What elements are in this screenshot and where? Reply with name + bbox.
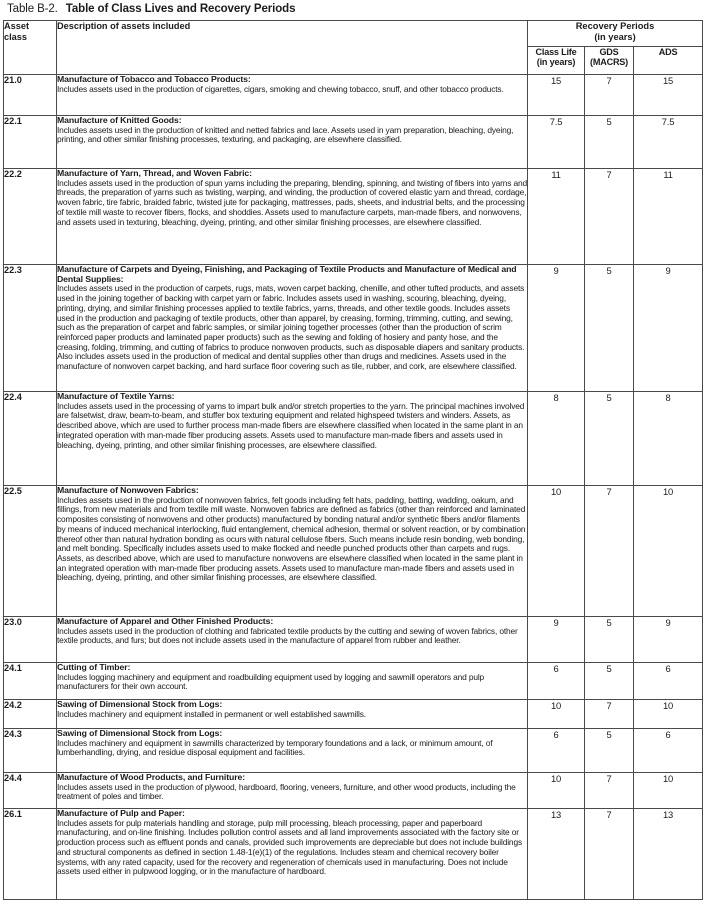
gds-value: 5 — [585, 663, 634, 700]
asset-group-title: Cutting of Timber: — [57, 662, 131, 672]
gds-value: 5 — [585, 392, 634, 486]
asset-group-description: Includes assets used in the processing of yarns to impart bulk and/or stretch properties to the yarn. The principal machines involved are falsetwist, draw, beam-to-beam, and stuffer box texturing equipment and related highspeed twisters and winders. Assets, as described above, which are used to further process man-made fibers are elsewhere classified when located in the same plant in an integrated operation with man-made fiber producing assets. Assets used to manufacture man-made fibers and assets used in bleaching, dyeing, printing, and other similar finishing processes, are elsewhere classified. — [57, 400, 525, 450]
gds-value: 7 — [585, 700, 634, 729]
asset-group-description: Includes assets for pulp materials handling and storage, pulp mill processing, bleach processing, paper and paperboard manufacturing, and on-line finishing. Includes pollution control assets and all land improvements associated with the factory site or production process such as effluent ponds and canals, provided such improvements are depreciable but does not include buildings and structural components as defined in section 1.48-1(e)(1) of the regulations. Includes steam and chemical recovery boiler systems, with any rated capacity, used for the recovery and regeneration of chemicals used in manufacturing. Does not include assets used either in pulpwood logging, or in the manufacture of hardboard. — [57, 817, 522, 877]
asset-group-description: Includes logging machinery and equipment and roadbuilding equipment used by logging and sawmill operators and pulp manufacturers for their own account. — [57, 671, 485, 692]
table-row — [4, 169, 703, 265]
ads-value: 9 — [634, 617, 703, 663]
asset-group-title: Manufacture of Apparel and Other Finished Products: — [57, 616, 274, 626]
ads-value: 15 — [634, 75, 703, 116]
ads-value: 10 — [634, 486, 703, 617]
header-asset-class: Asset class — [4, 21, 57, 75]
asset-group-description: Includes assets used in the production of carpets, rugs, mats, woven carpet backing, chenille, and other tufted products, and assets used in the joining together of backing with carpet yarn or fabric. Includes assets used in washing, scouring, bleaching, dyeing, printing, drying, and similar finishing processes applied to textile fabrics, yarns, threads, and other textile goods. Includes assets used in the production and packaging of textile products, other than apparel, by creasing, forming, trimming, cutting, and sewing, such as the preparation of carpet and fabric samples, or similar joining together processes (other than the production of scrim reinforced paper products and laminated paper products) such as the sewing and folding of hosiery and panty hose, and the creasing, folding, trimming, and cutting of fabrics to produce nonwoven products, such as disposable diapers and sanitary products. Also includes assets used in the production of medical and dental supplies other than drugs and medicines. Assets used in the manufacture of nonwoven carpet backing, and hard surface floor covering such as tile, rubber, and cork, are elsewhere classified. — [57, 283, 525, 372]
asset-class-cell: 23.0 — [4, 617, 57, 663]
class-life-value: 10 — [528, 486, 585, 617]
ads-value: 13 — [634, 809, 703, 900]
asset-class-cell: 22.4 — [4, 392, 57, 486]
table-row — [4, 486, 703, 617]
ads-value: 9 — [634, 265, 703, 392]
asset-group-description: Includes assets used in the production of nonwoven fabrics, felt goods including felt hats, padding, batting, wadding, oakum, and fillings, from new materials and from textile mill waste. Nonwoven fabrics are defined as fabrics (other than reinforced and laminated composites consisting of nonwovens and other products) manufactured by bonding natural and/or synthetic fibers and/or filaments by means of induced mechanical interlocking, fluid entanglement, chemical adhesion, thermal or solvent reaction, or by combination thereof other than natural hydration bonding as ocurs with natural cellulose fibers. Such means include resin bonding, web bonding, and melt bonding. Specifically includes assets used to make flocked and needle punched products other than carpets and rugs. Assets, as described above, which are used to manufacture nonwovens are elsewhere classified when located in the same plant in an integrated operation with man-made fiber producing assets. Assets used to manufacture man-made fibers and assets used in bleaching, dyeing, printing, and other similar finishing processes, are elsewhere classified. — [57, 494, 526, 583]
class-life-value: 15 — [528, 75, 585, 116]
class-life-value: 6 — [528, 663, 585, 700]
asset-class-cell: 22.2 — [4, 169, 57, 265]
table-body — [4, 75, 703, 900]
ads-value: 8 — [634, 392, 703, 486]
class-life-value: 6 — [528, 729, 585, 773]
table-row — [4, 392, 703, 486]
table-row — [4, 116, 703, 169]
class-life-value: 10 — [528, 773, 585, 809]
header-gds-macrs: GDS (MACRS) — [585, 47, 634, 75]
description-cell — [57, 392, 528, 486]
table-row — [4, 617, 703, 663]
class-life-value: 11 — [528, 169, 585, 265]
asset-class-cell: 22.3 — [4, 265, 57, 392]
class-life-value: 7.5 — [528, 116, 585, 169]
asset-group-description: Includes assets used in the production of plywood, hardboard, flooring, veneers, furniture, and other wood products, including the treatment of poles and timber. — [57, 781, 516, 802]
ads-value: 10 — [634, 700, 703, 729]
header-recovery-periods: Recovery Periods (in years) — [528, 21, 703, 47]
description-cell — [57, 265, 528, 392]
asset-group-title: Manufacture of Carpets and Dyeing, Finishing, and Packaging of Textile Products and Manufacture of Medical and Dental Supplies: — [57, 264, 517, 284]
gds-value: 5 — [585, 617, 634, 663]
ads-value: 7.5 — [634, 116, 703, 169]
table-title-text: Table of Class Lives and Recovery Periods — [65, 3, 296, 15]
asset-class-cell: 22.5 — [4, 486, 57, 617]
header-class-life: Class Life (in years) — [528, 47, 585, 75]
gds-value: 5 — [585, 116, 634, 169]
asset-class-cell: 24.4 — [4, 773, 57, 809]
table-row — [4, 663, 703, 700]
gds-value: 5 — [585, 729, 634, 773]
description-cell — [57, 116, 528, 169]
page-title — [7, 3, 295, 15]
asset-group-description: Includes assets used in the production of clothing and fabricated textile products by the cutting and sewing of woven fabrics, other textile products, and furs; but does not include assets used in the manufacture of apparel from rubber and leather. — [57, 625, 518, 646]
ads-value: 6 — [634, 663, 703, 700]
asset-class-cell: 24.1 — [4, 663, 57, 700]
asset-class-cell: 24.3 — [4, 729, 57, 773]
description-cell — [57, 169, 528, 265]
asset-class-cell: 24.2 — [4, 700, 57, 729]
table-row — [4, 700, 703, 729]
asset-group-title: Manufacture of Pulp and Paper: — [57, 808, 185, 818]
header-description: Description of assets included — [57, 21, 528, 75]
table-row — [4, 729, 703, 773]
asset-group-description: Includes machinery and equipment in sawmills characterized by temporary foundations and a lack, or minimum amount, of lumberhandling, drying, and residue disposal equipment and facilities. — [57, 737, 493, 758]
description-cell — [57, 773, 528, 809]
asset-class-cell: 22.1 — [4, 116, 57, 169]
table-number-label: Table B-2. — [7, 3, 58, 15]
asset-group-title: Sawing of Dimensional Stock from Logs: — [57, 728, 223, 738]
gds-value: 7 — [585, 773, 634, 809]
description-cell — [57, 75, 528, 116]
description-cell — [57, 729, 528, 773]
table-header — [4, 21, 703, 75]
class-life-value: 8 — [528, 392, 585, 486]
description-cell — [57, 700, 528, 729]
asset-group-title: Manufacture of Nonwoven Fabrics: — [57, 485, 199, 495]
asset-group-description: Includes assets used in the production of knitted and netted fabrics and lace. Assets used in yarn preparation, bleaching, dyeing, printing, and other similar finishing processes, texturing, and packaging, are elsewhere classified. — [57, 124, 514, 145]
asset-group-title: Sawing of Dimensional Stock from Logs: — [57, 699, 223, 709]
asset-group-description: Includes assets used in the production of cigarettes, cigars, smoking and chewing tobacco, snuff, and other tobacco products. — [57, 83, 504, 94]
gds-value: 7 — [585, 486, 634, 617]
asset-group-title: Manufacture of Yarn, Thread, and Woven Fabric: — [57, 168, 252, 178]
gds-value: 7 — [585, 75, 634, 116]
asset-group-title: Manufacture of Wood Products, and Furniture: — [57, 772, 246, 782]
asset-group-description: Includes machinery and equipment installed in permanent or well established sawmills. — [57, 708, 366, 719]
asset-class-cell: 26.1 — [4, 809, 57, 900]
ads-value: 6 — [634, 729, 703, 773]
asset-group-description: Includes assets used in the production of spun yarns including the preparing, blending, spinning, and twisting of fibers into yarns and threads, the preparation of yarns such as twisting, warping, and winding, the production of covered elastic yarn and thread, cordage, woven fabric, tire fabric, braided fabric, twisted jute for packaging, mattresses, pads, sheets, and industrial belts, and the processing of textile mill waste to recover fibers, flocks, and shoddies. Assets used to manufacture carpets, man-made fibers, and nonwovens, and assets used in texturing, bleaching, dyeing, printing, and other similar finishing processes, are elsewhere classified. — [57, 177, 527, 227]
gds-value: 7 — [585, 169, 634, 265]
table-row — [4, 75, 703, 116]
description-cell — [57, 809, 528, 900]
gds-value: 5 — [585, 265, 634, 392]
asset-group-title: Manufacture of Textile Yarns: — [57, 391, 175, 401]
table-row — [4, 265, 703, 392]
table-row — [4, 773, 703, 809]
description-cell — [57, 617, 528, 663]
class-life-value: 9 — [528, 265, 585, 392]
gds-value: 7 — [585, 809, 634, 900]
asset-class-cell: 21.0 — [4, 75, 57, 116]
class-life-value: 9 — [528, 617, 585, 663]
table-row — [4, 809, 703, 900]
header-ads: ADS — [634, 47, 703, 75]
description-cell — [57, 486, 528, 617]
ads-value: 10 — [634, 773, 703, 809]
asset-group-title: Manufacture of Tobacco and Tobacco Products: — [57, 74, 251, 84]
asset-group-title: Manufacture of Knitted Goods: — [57, 115, 182, 125]
description-cell — [57, 663, 528, 700]
class-life-value: 13 — [528, 809, 585, 900]
class-life-value: 10 — [528, 700, 585, 729]
class-lives-table — [3, 20, 703, 900]
ads-value: 11 — [634, 169, 703, 265]
